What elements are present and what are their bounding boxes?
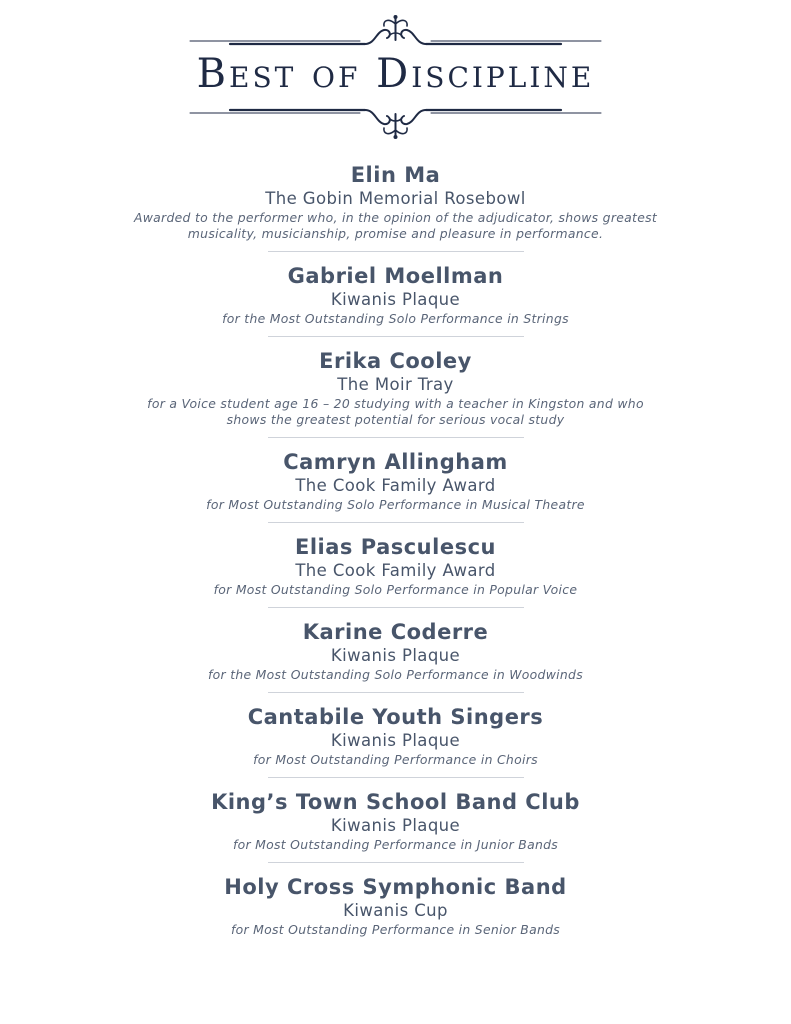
award-title: The Moir Tray (337, 375, 454, 394)
award-description: for Most Outstanding Solo Performance in Musical Theatre (206, 497, 585, 512)
award-description: Awarded to the performer who, in the opinion of the adjudicator, shows greatest musicality, musicianship, promise and pleasure in performance. (133, 210, 658, 241)
award-description: for the Most Outstanding Solo Performance in Strings (222, 311, 569, 326)
award-description: for Most Outstanding Solo Performance in Popular Voice (213, 582, 578, 597)
bottom-flourish-ornament (170, 108, 621, 140)
divider (268, 437, 524, 438)
divider (268, 607, 524, 608)
recipient-name: Erika Cooley (319, 349, 472, 373)
award-entry (0, 263, 791, 327)
recipient-name: Elias Pasculescu (295, 535, 496, 559)
award-description: for Most Outstanding Performance in Senior Bands (230, 922, 561, 937)
divider (268, 251, 524, 252)
award-description: for the Most Outstanding Solo Performance in Woodwinds (208, 667, 583, 682)
award-entry (0, 704, 791, 768)
divider (268, 336, 524, 337)
page-title: Best of Discipline (196, 51, 595, 97)
award-description: for Most Outstanding Performance in Junior Bands (232, 837, 559, 852)
award-entry (0, 449, 791, 513)
award-title: The Cook Family Award (295, 561, 496, 580)
recipient-name: Gabriel Moellman (287, 264, 504, 288)
award-title: Kiwanis Plaque (330, 731, 461, 750)
recipient-name: King’s Town School Band Club (211, 790, 580, 814)
top-flourish-ornament (170, 14, 621, 46)
award-entry (0, 162, 791, 242)
recipient-name: Elin Ma (350, 163, 441, 187)
award-title: The Cook Family Award (295, 476, 496, 495)
award-description: for a Voice student age 16 – 20 studying with a teacher in Kingston and who shows the greatest potential for serious vocal study (147, 396, 644, 427)
award-title: Kiwanis Cup (343, 901, 448, 920)
divider (268, 522, 524, 523)
recipient-name: Cantabile Youth Singers (247, 705, 544, 729)
header (0, 12, 791, 142)
award-entry (0, 789, 791, 853)
divider (268, 862, 524, 863)
award-title: Kiwanis Plaque (330, 816, 461, 835)
award-entry (0, 619, 791, 683)
divider (268, 777, 524, 778)
divider (268, 692, 524, 693)
award-title: Kiwanis Plaque (330, 290, 461, 309)
award-title: Kiwanis Plaque (330, 646, 461, 665)
recipient-name: Karine Coderre (302, 620, 489, 644)
award-entry (0, 534, 791, 598)
award-entry (0, 874, 791, 938)
recipient-name: Holy Cross Symphonic Band (224, 875, 567, 899)
awards-list (0, 162, 791, 938)
recipient-name: Camryn Allingham (283, 450, 508, 474)
award-description: for Most Outstanding Performance in Choirs (253, 752, 538, 767)
award-title: The Gobin Memorial Rosebowl (265, 189, 526, 208)
award-entry (0, 348, 791, 428)
